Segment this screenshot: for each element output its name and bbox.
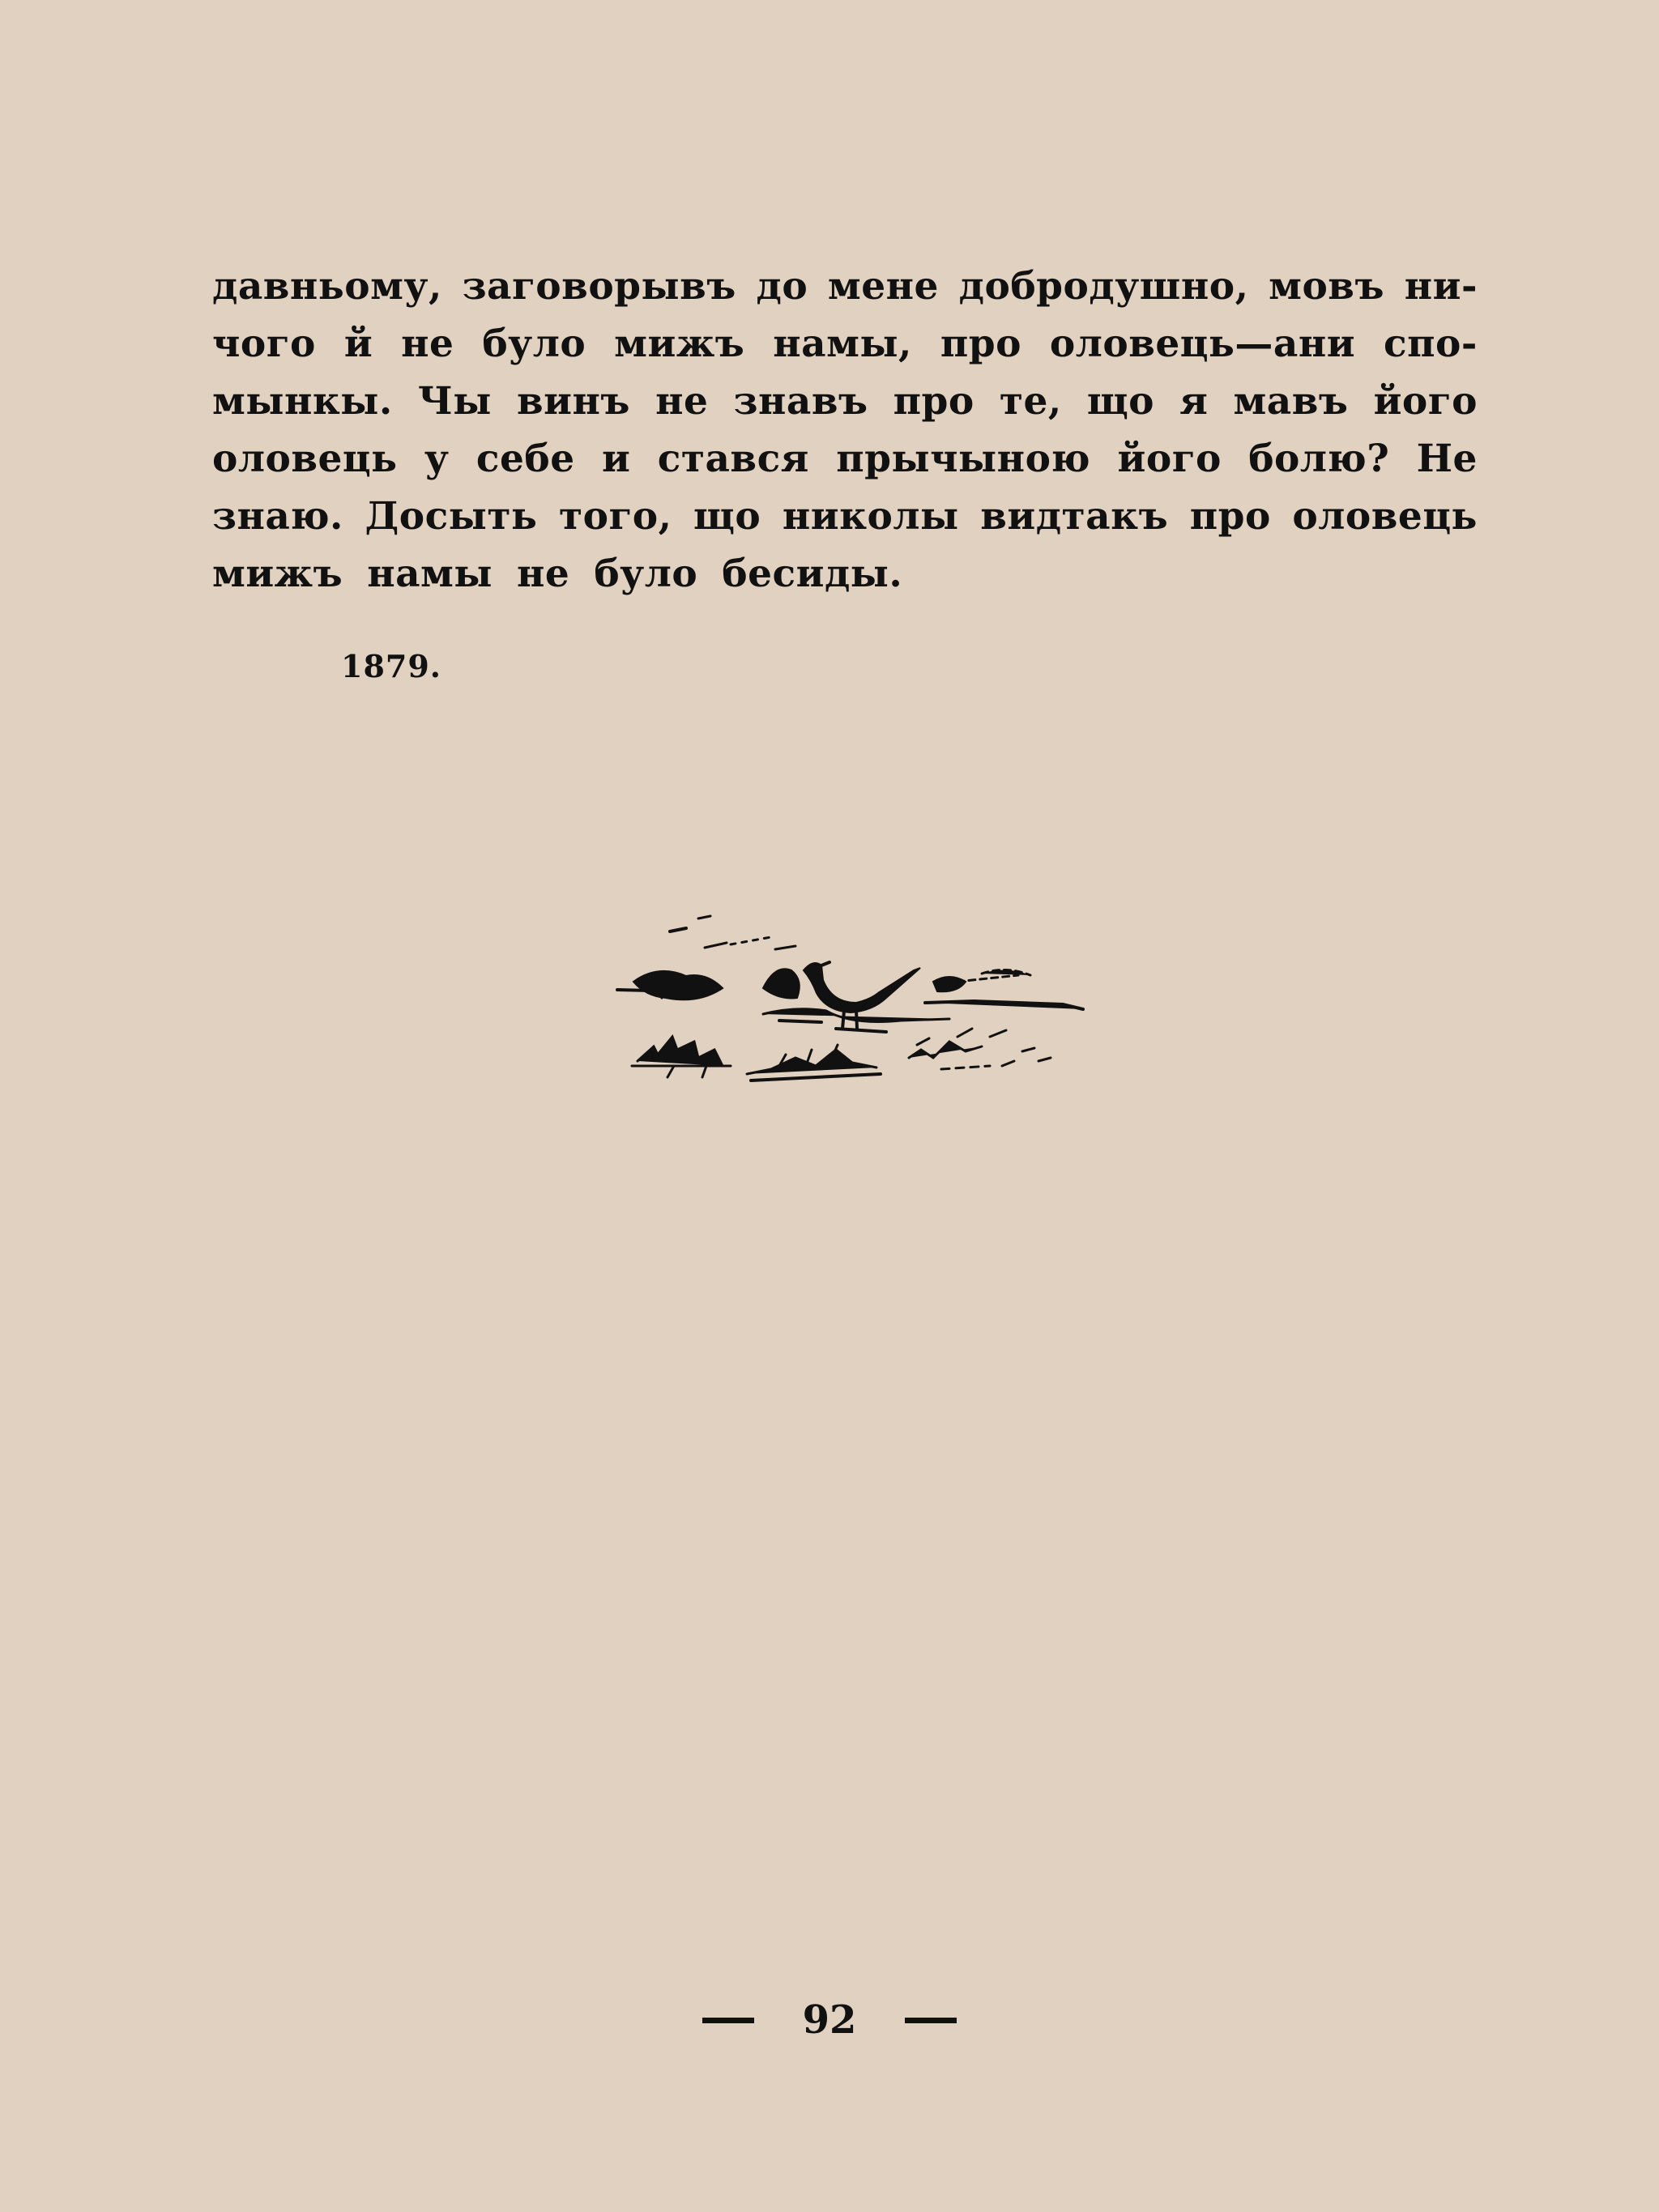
word: було [482,322,586,366]
word: Не [1416,437,1478,481]
page-number: 92 [802,1997,857,2043]
pheasant-landscape-vignette-icon [609,907,1087,1093]
word: мовъ [1269,264,1385,309]
word: про [893,379,975,424]
word: знавъ [733,379,868,424]
word: оловець—ани [1049,322,1356,366]
text-line-3 [212,373,1478,430]
word: його [1117,437,1222,481]
word: й [343,322,373,366]
text-line-2 [212,315,1478,373]
word: те, [999,379,1062,424]
word: ни- [1404,264,1478,309]
word: у [424,437,450,481]
word: добродушно, [958,264,1249,309]
word: не [517,552,570,596]
word: прычыною [836,437,1091,481]
word: заговорывъ [462,264,736,309]
left-dash [702,2018,754,2023]
date-line: 1879. [341,648,441,684]
word: мавъ [1233,379,1349,424]
word: винъ [516,379,630,424]
word: було [594,552,698,596]
word: не [655,379,709,424]
word: мижъ [614,322,745,366]
word: його [1373,379,1478,424]
word: болю? [1248,437,1390,481]
word: мижъ [212,552,343,596]
word: бесиды. [722,552,903,596]
word: не [401,322,454,366]
text-line-1 [212,258,1478,315]
word: оловець [1292,494,1478,539]
word: мынкы. [212,379,393,424]
word: себе [476,437,575,481]
word: Досыть [365,494,538,539]
word: намы [367,552,493,596]
body-text [212,258,1478,603]
word: про [940,322,1021,366]
text-line-4 [212,430,1478,488]
word: що [1086,379,1155,424]
text-line-6 [212,545,1478,603]
word: що [693,494,761,539]
word: оловець [212,437,398,481]
word: давньому, [212,264,442,309]
word: до [756,264,808,309]
page-number-footer [0,1997,1659,2043]
word: спо- [1384,322,1478,366]
word: стався [657,437,809,481]
word: про [1189,494,1271,539]
word: мене [827,264,939,309]
word: николы [782,494,959,539]
word: и [601,437,631,481]
word: чого [212,322,316,366]
word: знаю. [212,494,343,539]
word: Чы [417,379,492,424]
right-dash [905,2018,957,2023]
text-line-5 [212,488,1478,545]
word: видтакъ [980,494,1169,539]
word: намы, [773,322,912,366]
word: того, [558,494,672,539]
word: я [1179,379,1209,424]
